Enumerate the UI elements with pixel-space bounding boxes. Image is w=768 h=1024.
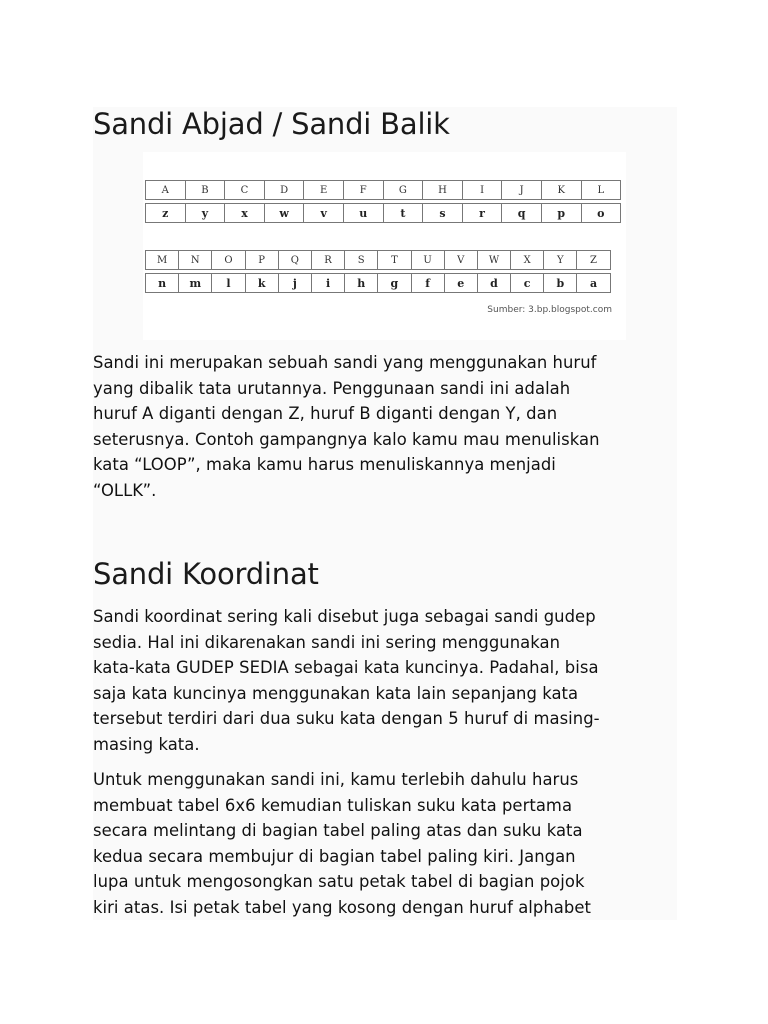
cipher-cell-lower: u [343, 203, 384, 223]
text-line: Sandi koordinat sering kali disebut juga sebagai sandi gudep [93, 607, 596, 626]
cipher-cell-upper: H [422, 180, 463, 200]
paragraph-sandi-koordinat-1 [93, 604, 677, 758]
text-line: seterusnya. Contoh gampangnya kalo kamu mau menuliskan [93, 429, 600, 449]
cipher-cell-lower: x [224, 203, 265, 223]
cipher-row1-upper [145, 180, 620, 200]
cipher-cell-lower: r [462, 203, 503, 223]
cipher-cell-lower: z [145, 203, 186, 223]
text-line: “OLLK”. [93, 480, 157, 500]
cipher-cell-lower: a [576, 273, 610, 293]
cipher-cell-lower: i [311, 273, 345, 293]
cipher-cell-lower: p [541, 203, 582, 223]
text-line: yang dibalik tata urutannya. Penggunaan sandi ini adalah [93, 378, 571, 398]
cipher-cell-lower: c [510, 273, 544, 293]
figure-caption: Sumber: 3.bp.blogspot.com [487, 305, 612, 315]
cipher-cell-lower: w [264, 203, 305, 223]
cipher-cell-upper: S [344, 250, 378, 270]
text-line: sedia. Hal ini dikarenakan sandi ini sering menggunakan [93, 632, 561, 652]
cipher-cell-lower: g [377, 273, 411, 293]
cipher-cell-lower: t [383, 203, 424, 223]
text-line: membuat tabel 6x6 kemudian tuliskan suku kata pertama [93, 795, 573, 815]
cipher-cell-lower: f [411, 273, 445, 293]
cipher-cell-lower: o [581, 203, 622, 223]
cipher-cell-lower: q [501, 203, 542, 223]
cipher-cell-lower: n [145, 273, 179, 293]
cipher-cell-upper: A [145, 180, 186, 200]
cipher-cell-upper: F [343, 180, 384, 200]
cipher-cell-upper: C [224, 180, 265, 200]
cipher-cell-upper: G [383, 180, 424, 200]
text-line: kata “LOOP”, maka kamu harus menuliskannya menjadi [93, 455, 556, 475]
text-line: saja kata kuncinya menggunakan kata lain sepanjang kata [93, 683, 579, 703]
text-line: Untuk menggunakan sandi ini, kamu terlebih dahulu harus [93, 770, 579, 789]
cipher-cell-upper: K [541, 180, 582, 200]
cipher-cell-upper: M [145, 250, 179, 270]
cipher-cell-upper: E [303, 180, 344, 200]
cipher-cell-upper: B [185, 180, 226, 200]
cipher-table-figure [143, 152, 626, 340]
cipher-cell-upper: U [411, 250, 445, 270]
cipher-cell-lower: d [477, 273, 511, 293]
cipher-cell-upper: Z [576, 250, 610, 270]
cipher-cell-lower: y [185, 203, 226, 223]
cipher-cell-upper: Q [278, 250, 312, 270]
cipher-cell-lower: e [444, 273, 478, 293]
cipher-cell-lower: v [303, 203, 344, 223]
cipher-cell-upper: I [462, 180, 503, 200]
cipher-cell-upper: W [477, 250, 511, 270]
text-line: secara melintang di bagian tabel paling atas dan suku kata [93, 821, 583, 841]
cipher-cell-lower: l [211, 273, 245, 293]
cipher-cell-upper: J [501, 180, 542, 200]
cipher-cell-upper: T [377, 250, 411, 270]
cipher-cell-lower: k [245, 273, 279, 293]
cipher-cell-lower: b [543, 273, 577, 293]
cipher-row2-lower [145, 273, 610, 293]
text-line: kata-kata GUDEP SEDIA sebagai kata kuncinya. Padahal, bisa [93, 658, 599, 678]
cipher-cell-lower: m [178, 273, 212, 293]
text-line: tersebut terdiri dari dua suku kata dengan 5 huruf di masing- [93, 709, 600, 729]
cipher-cell-upper: X [510, 250, 544, 270]
cipher-cell-lower: j [278, 273, 312, 293]
document-page [93, 107, 677, 920]
cipher-cell-upper: O [211, 250, 245, 270]
cipher-row1-lower [145, 203, 620, 223]
cipher-cell-upper: Y [543, 250, 577, 270]
paragraph-sandi-koordinat-2 [93, 767, 677, 921]
section-heading-sandi-koordinat: Sandi Koordinat [93, 557, 319, 591]
cipher-cell-lower: s [422, 203, 463, 223]
cipher-cell-upper: N [178, 250, 212, 270]
cipher-cell-lower: h [344, 273, 378, 293]
cipher-cell-upper: D [264, 180, 305, 200]
text-line: kedua secara membujur di bagian tabel paling kiri. Jangan [93, 846, 576, 866]
text-line: kiri atas. Isi petak tabel yang kosong dengan huruf alphabet [93, 897, 591, 917]
cipher-cell-upper: R [311, 250, 345, 270]
text-line: lupa untuk mengosongkan satu petak tabel di bagian pojok [93, 872, 585, 892]
section-heading-sandi-abjad: Sandi Abjad / Sandi Balik [93, 107, 450, 141]
text-line: Sandi ini merupakan sebuah sandi yang menggunakan huruf [93, 353, 597, 372]
paragraph-sandi-abjad [93, 350, 677, 504]
cipher-cell-upper: P [245, 250, 279, 270]
text-line: huruf A diganti dengan Z, huruf B diganti dengan Y, dan [93, 404, 558, 424]
cipher-cell-upper: V [444, 250, 478, 270]
text-line: masing kata. [93, 734, 200, 754]
cipher-cell-upper: L [581, 180, 622, 200]
cipher-row2-upper [145, 250, 610, 270]
